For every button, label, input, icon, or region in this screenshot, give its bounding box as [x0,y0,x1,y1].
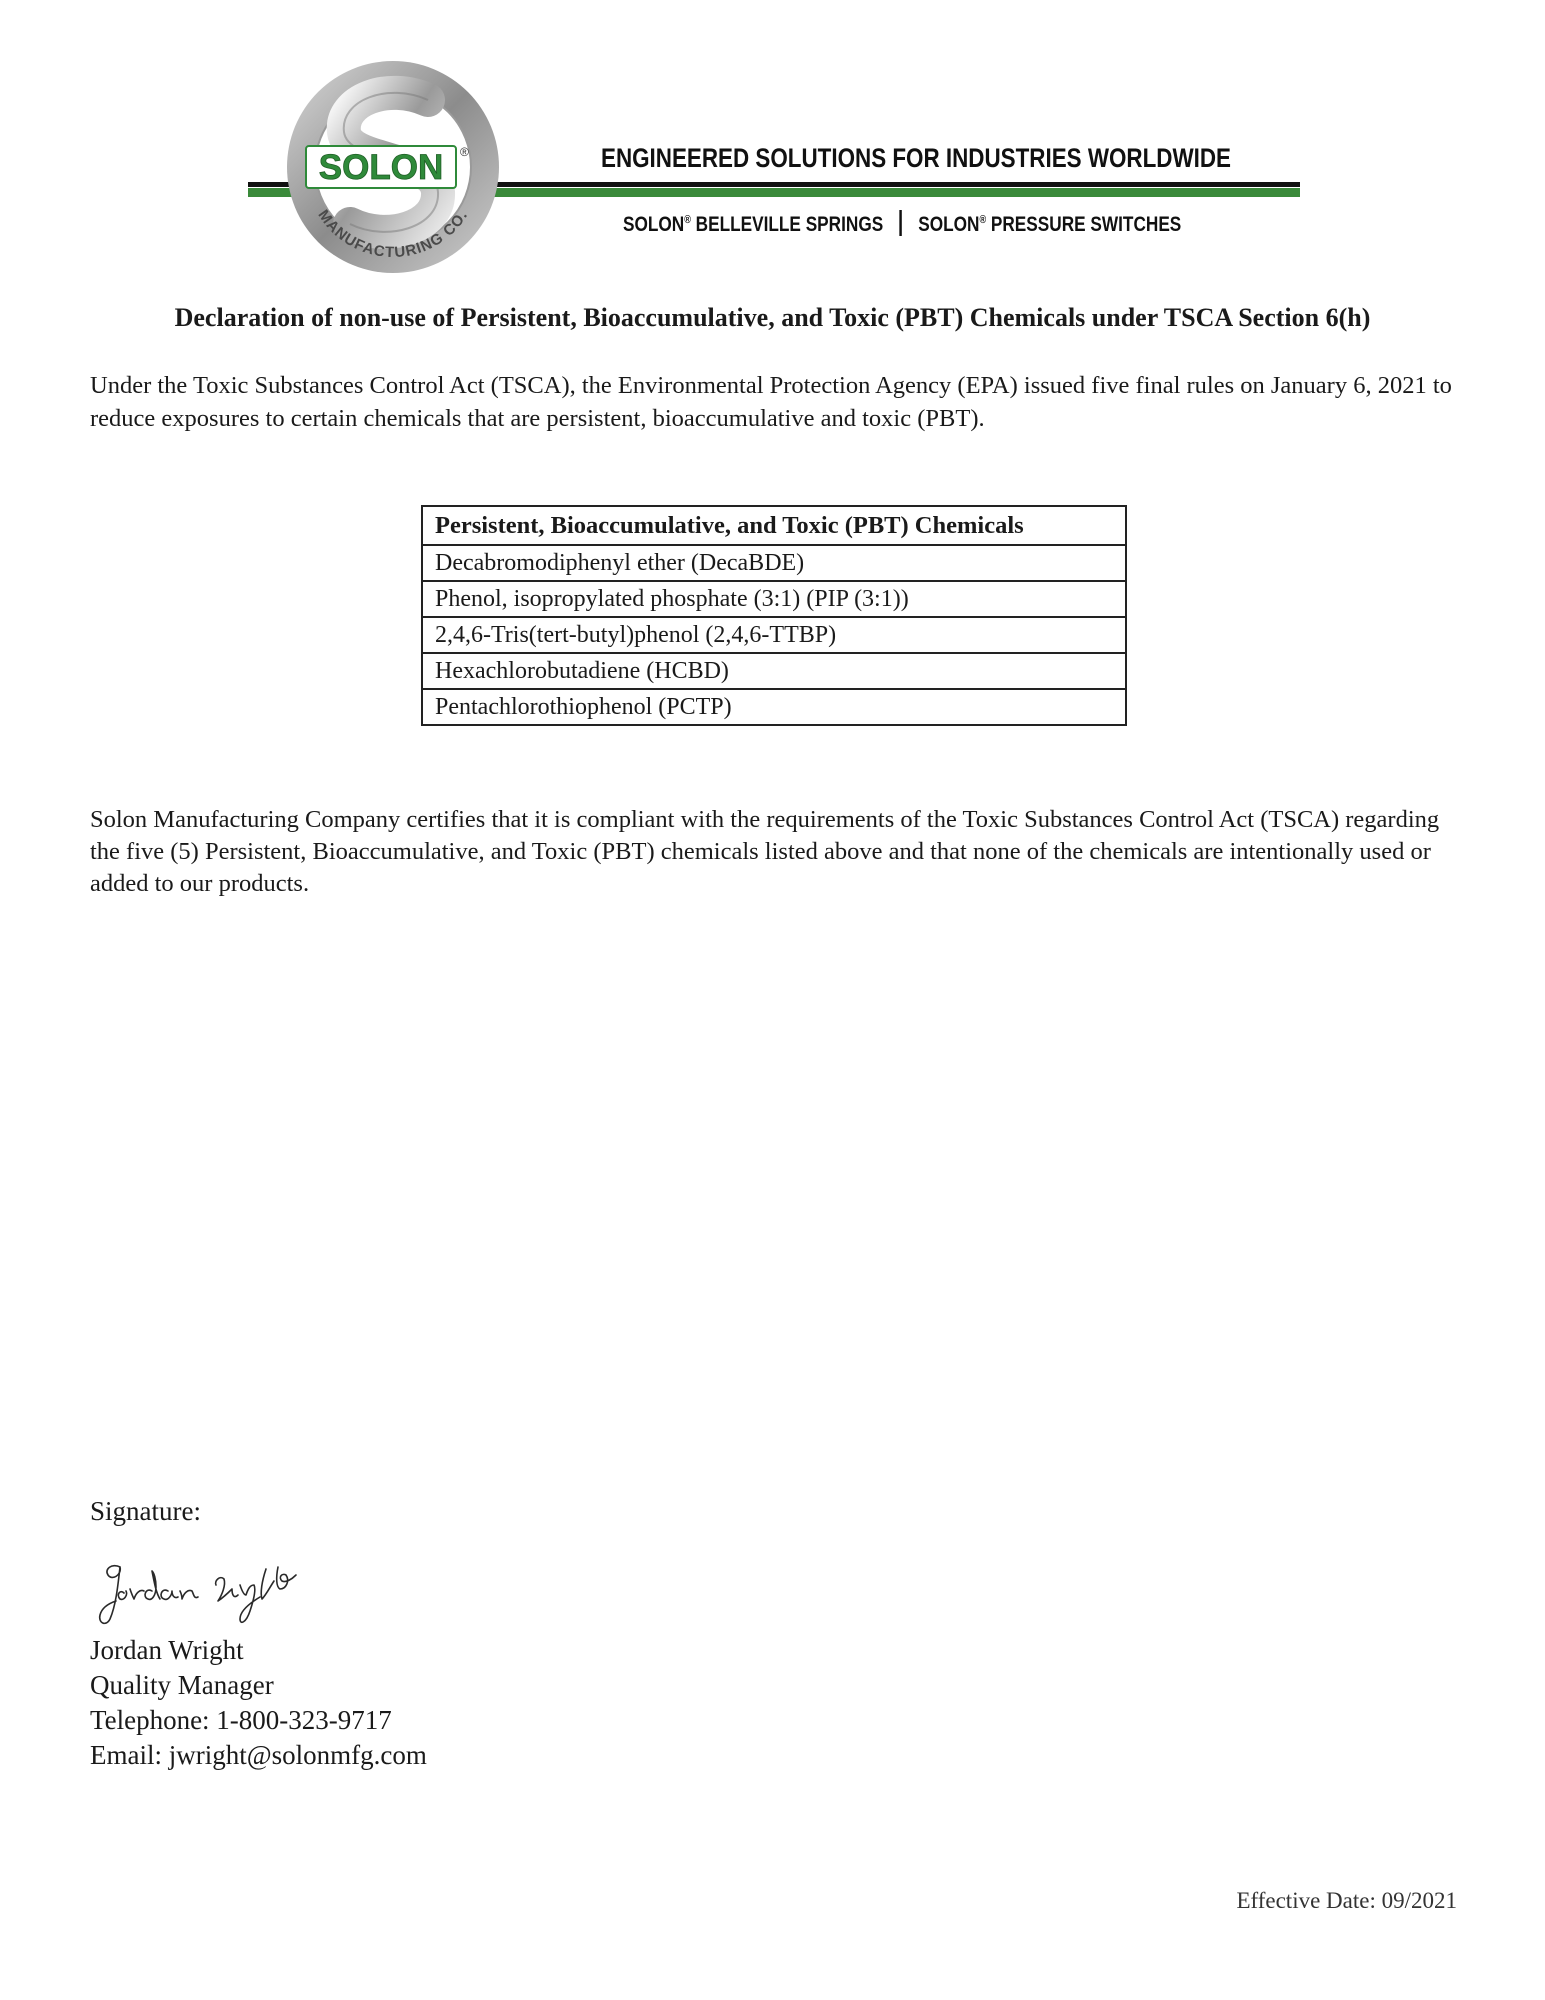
pbt-chemicals-table [421,505,1127,726]
table-header-row [422,506,1126,545]
table-row [422,617,1126,653]
signer-email: Email: jwright@solonmfg.com [90,1740,427,1770]
signer-name: Jordan Wright [90,1635,244,1665]
logo-wordmark: SOLON [318,148,444,187]
table-row [422,545,1126,581]
table-cell-chemical: Hexachlorobutadiene (HCBD) [422,653,1126,689]
company-tagline: ENGINEERED SOLUTIONS FOR INDUSTRIES WORLDWIDE [601,143,1231,173]
table-row [422,689,1126,725]
logo-registered-mark: ® [460,145,469,159]
signature-label: Signature: [90,1496,201,1526]
signer-telephone: Telephone: 1-800-323-9717 [90,1705,392,1735]
product-name-pressure-switches: PRESSURE SWITCHES [990,213,1182,236]
letterhead [0,0,1545,290]
product-brand: SOLON [918,213,980,236]
registered-mark: ® [979,214,987,226]
table-cell-chemical: 2,4,6-Tris(tert-butyl)phenol (2,4,6-TTBP) [422,617,1126,653]
product-name-belleville-springs: BELLEVILLE SPRINGS [695,213,884,236]
certification-paragraph: Solon Manufacturing Company certifies that it is compliant with the requirements of the Toxic Substances Control Act (TSCA) regarding the five (5) Persistent, Bioaccumulative, and Toxic (PBT) chemicals listed above and that none of the chemicals are intentionally used or added to our products. [90,806,1440,897]
registered-mark: ® [684,214,691,226]
table-cell-chemical: Phenol, isopropylated phosphate (3:1) (PIP (3:1)) [422,581,1126,617]
signer-role: Quality Manager [90,1670,274,1700]
table-header: Persistent, Bioaccumulative, and Toxic (PBT) Chemicals [422,506,1126,545]
product-separator [899,210,901,236]
document-title: Declaration of non-use of Persistent, Bioaccumulative, and Toxic (PBT) Chemicals under TSCA Section 6(h) [174,303,1371,332]
table-cell-chemical: Pentachlorothiophenol (PCTP) [422,689,1126,725]
table-cell-chemical: Decabromodiphenyl ether (DecaBDE) [422,545,1126,581]
signer-details [90,1633,427,1773]
effective-date: Effective Date: 09/2021 [1236,1888,1457,1913]
table-row [422,581,1126,617]
logo-ring-text: MANUFACTURING CO. [314,206,472,262]
product-lines [623,210,1181,237]
intro-paragraph: Under the Toxic Substances Control Act (TSCA), the Environmental Protection Agency (EPA) issued five final rules on January 6, 2021 to reduce exposures to certain chemicals that are persistent, bioaccumulative and toxic (PBT). [90,372,1452,432]
solon-logo [278,52,508,282]
handwritten-signature [90,1545,330,1635]
product-brand: SOLON [623,213,685,236]
table-row [422,653,1126,689]
